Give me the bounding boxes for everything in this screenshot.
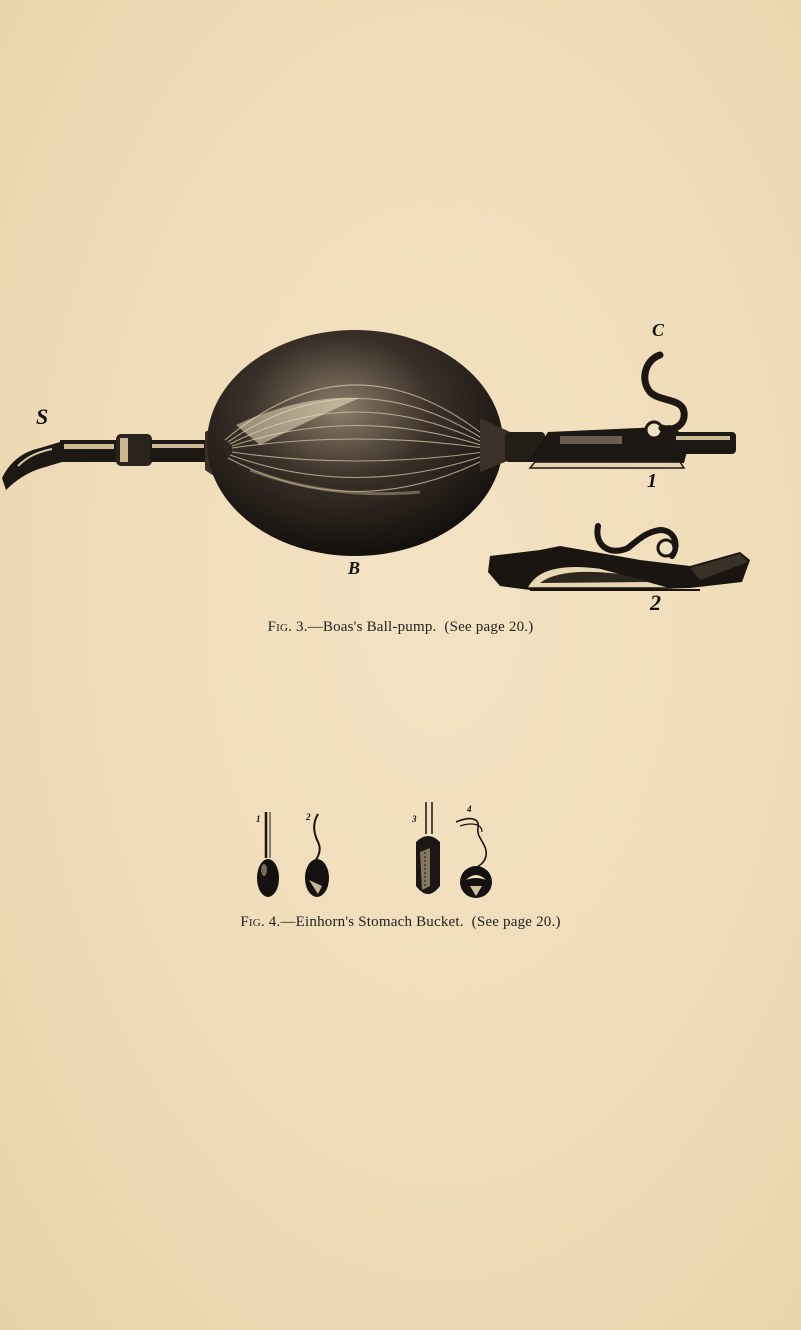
rubber-bulb	[207, 330, 503, 556]
bucket-1	[257, 812, 279, 897]
figure-3-label: Fig. 3.	[267, 619, 308, 635]
bucket-number-4: 4	[467, 804, 472, 814]
bucket-number-3: 3	[412, 814, 417, 824]
bucket-4	[456, 819, 492, 898]
label-2: 2	[650, 590, 661, 615]
figure-4-caption-text: —Einhorn's Stomach Bucket.	[280, 914, 464, 930]
label-s: S	[36, 404, 49, 429]
stomach-bucket-illustration	[0, 790, 801, 910]
label-b: B	[348, 558, 361, 578]
figure-4-caption	[0, 914, 801, 931]
figure-4-label: Fig. 4.	[240, 914, 281, 930]
figure-3-reference: (See page 20.)	[444, 619, 534, 635]
valve-assembly-2	[488, 526, 750, 590]
bucket-number-1: 1	[256, 814, 261, 824]
valve-assembly-1	[480, 355, 736, 472]
figure-4	[0, 790, 801, 950]
figure-3-caption-text: —Boas's Ball-pump.	[307, 619, 437, 635]
bucket-2	[305, 814, 329, 897]
bucket-3	[416, 802, 440, 894]
label-c: C	[652, 320, 665, 340]
figure-3-caption	[0, 619, 801, 636]
figure-4-reference: (See page 20.)	[471, 914, 561, 930]
bucket-number-2: 2	[306, 812, 311, 822]
ball-pump-illustration	[0, 0, 801, 650]
figure-3	[0, 0, 801, 650]
label-1: 1	[647, 470, 657, 492]
